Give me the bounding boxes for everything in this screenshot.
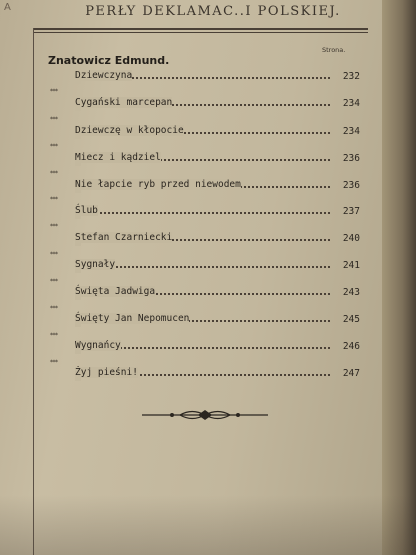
entry-page: 234 xyxy=(342,98,360,109)
page-shadow xyxy=(0,495,416,555)
entry-title: Stefan Czarniecki xyxy=(75,232,173,243)
page-column-label: Strona. xyxy=(322,46,346,54)
entry-page: 245 xyxy=(342,314,360,325)
author-name: Znatowicz Edmund. xyxy=(48,54,170,67)
toc-entry xyxy=(75,153,360,167)
entry-title: Żyj pieśni! xyxy=(75,367,138,378)
entry-page: 240 xyxy=(342,233,360,244)
separator-stars: *** xyxy=(50,223,58,230)
decorative-ornament xyxy=(140,406,270,424)
separator-stars: *** xyxy=(50,305,58,312)
header-rule-thin xyxy=(33,32,368,33)
toc-entry xyxy=(75,98,360,112)
entry-title: Dziewczyna xyxy=(75,70,133,81)
header-rule xyxy=(33,28,368,30)
toc-entry xyxy=(75,206,360,220)
separator-stars: *** xyxy=(50,251,58,258)
toc-entry xyxy=(75,287,360,301)
separator-stars: *** xyxy=(50,88,58,95)
toc-entry xyxy=(75,233,360,247)
entry-title: Nie łapcie ryb przed niewodem xyxy=(75,179,241,190)
entry-page: 237 xyxy=(342,206,360,217)
entry-title: Miecz i kądziel xyxy=(75,152,161,163)
entry-page: 246 xyxy=(342,341,360,352)
toc-entry xyxy=(75,180,360,194)
entry-title: Dziewczę w kłopocie xyxy=(75,125,184,136)
entry-title: Cygański marcepan xyxy=(75,97,173,108)
margin-rule xyxy=(33,28,34,555)
entry-title: Ślub xyxy=(75,205,98,216)
separator-stars: *** xyxy=(50,116,58,123)
separator-stars: *** xyxy=(50,332,58,339)
entry-page: 234 xyxy=(342,126,360,137)
leader-dots xyxy=(75,212,330,214)
separator-stars: *** xyxy=(50,196,58,203)
entry-title: Wygnańcy xyxy=(75,340,121,351)
toc-entry xyxy=(75,260,360,274)
entry-title: Sygnały xyxy=(75,259,116,270)
entry-page: 236 xyxy=(342,153,360,164)
page-edge-shadow xyxy=(382,0,416,555)
entry-page: 247 xyxy=(342,368,360,379)
toc-entry xyxy=(75,314,360,328)
running-header: PERŁY DEKLAMAC..I POLSKIEJ. xyxy=(85,4,341,19)
toc-entry xyxy=(75,126,360,140)
toc-entry xyxy=(75,368,360,382)
entry-page: 232 xyxy=(342,71,360,82)
entry-page: 241 xyxy=(342,260,360,271)
entry-title: Święta Jadwiga xyxy=(75,286,156,297)
separator-stars: *** xyxy=(50,143,58,150)
separator-stars: *** xyxy=(50,359,58,366)
entry-title: Święty Jan Nepomucen xyxy=(75,313,190,324)
entry-page: 236 xyxy=(342,180,360,191)
separator-stars: *** xyxy=(50,278,58,285)
toc-entry xyxy=(75,341,360,355)
entry-page: 243 xyxy=(342,287,360,298)
margin-note: A xyxy=(4,2,11,13)
toc-entry xyxy=(75,71,360,85)
separator-stars: *** xyxy=(50,170,58,177)
